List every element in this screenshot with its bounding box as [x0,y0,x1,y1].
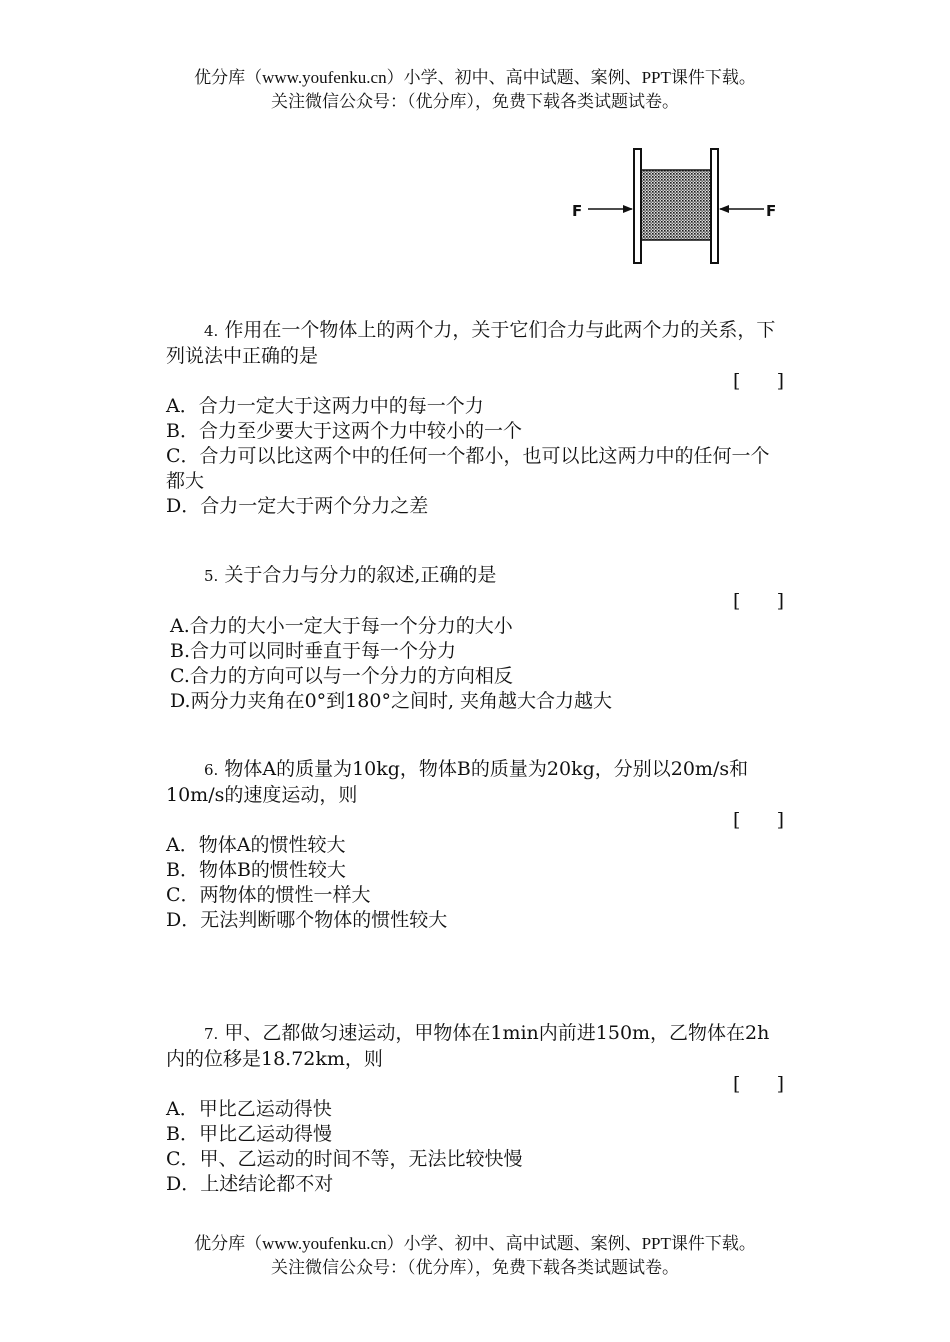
question-4 [166,318,784,519]
option-b: B．物体B的惯性较大 [166,859,346,881]
question-stem [166,757,784,808]
option-b: B．甲比乙运动得慢 [166,1123,332,1145]
header-line-2: 关注微信公众号：（优分库），免费下载各类试题试卷。 [271,92,679,111]
option-c: C．甲、乙运动的时间不等，无法比较快慢 [166,1148,523,1170]
option-c: C．合力可以比这两个中的任何一个都小，也可以比这两力中的任何一个都大 [166,445,770,492]
option-a: A．合力一定大于这两力中的每一个力 [166,395,484,417]
answer-bracket: [ ] [732,590,784,612]
question-text: 关于合力与分力的叙述,正确的是 [224,564,497,586]
question-stem [166,563,784,589]
compressed-block [641,170,711,240]
page-header [0,66,950,114]
question-7 [166,1021,784,1197]
compression-figure [568,146,788,268]
answer-bracket: [ ] [732,370,784,392]
option-d: D．无法判断哪个物体的惯性较大 [166,909,448,931]
question-number: 5. [204,567,219,585]
question-stem [166,1021,784,1072]
question-5 [166,563,784,714]
option-a: A．物体A的惯性较大 [166,834,346,856]
option-b: B．合力至少要大于这两个力中较小的一个 [166,420,522,442]
option-c: C．两物体的惯性一样大 [166,884,371,906]
left-force-label: F [572,202,583,220]
option-a: A.合力的大小一定大于每一个分力的大小 [170,615,513,637]
question-number: 6. [204,761,219,779]
option-b: B.合力可以同时垂直于每一个分力 [170,640,457,662]
left-plate [634,149,641,263]
question-stem [166,318,784,369]
question-number: 4. [204,322,219,340]
question-text: 甲、乙都做匀速运动，甲物体在1min内前进150m，乙物体在2h内的位移是18.72km，则 [166,1022,770,1070]
right-force-label: F [766,202,777,220]
question-text: 作用在一个物体上的两个力，关于它们合力与此两个力的关系，下列说法中正确的是 [166,319,776,367]
option-d: D.两分力夹角在0°到180°之间时, 夹角越大合力越大 [170,690,613,712]
footer-line-2: 关注微信公众号：（优分库），免费下载各类试题试卷。 [271,1258,679,1277]
question-number: 7. [204,1025,219,1043]
option-a: A．甲比乙运动得快 [166,1098,332,1120]
footer-line-1: 优分库（www.youfenku.cn）小学、初中、高中试题、案例、PPT课件下载。 [194,1234,756,1253]
header-line-1: 优分库（www.youfenku.cn）小学、初中、高中试题、案例、PPT课件下载。 [194,68,756,87]
question-text: 物体A的质量为10kg，物体B的质量为20kg，分别以20m/s和10m/s的速度运动，则 [166,758,749,806]
right-plate [711,149,718,263]
option-d: D．上述结论都不对 [166,1173,334,1195]
answer-bracket: [ ] [732,809,784,831]
page-footer [0,1232,950,1280]
option-d: D．合力一定大于两个分力之差 [166,495,429,517]
answer-bracket: [ ] [732,1073,784,1095]
question-6 [166,757,784,933]
option-c: C.合力的方向可以与一个分力的方向相反 [170,665,513,687]
